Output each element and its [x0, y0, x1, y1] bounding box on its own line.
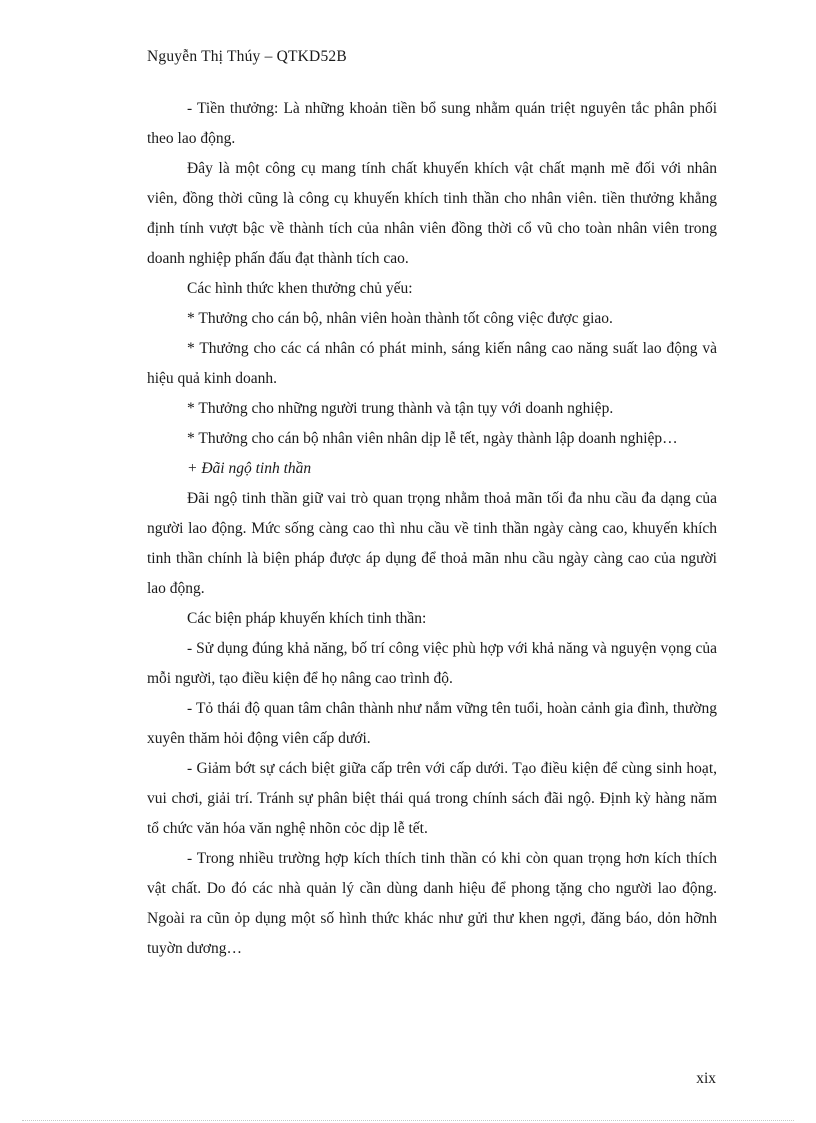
paragraph: * Thưởng cho những người trung thành và tận tụy với doanh nghiệp. — [187, 400, 614, 417]
paragraph: - Tỏ thái độ quan tâm chân thành như nắm vững tên tuổi, hoàn cảnh gia đình, thường xuyên thăm hỏi động viên cấp dưới. — [147, 700, 717, 747]
running-header: Nguyễn Thị Thúy – QTKD52B — [147, 48, 347, 65]
paragraph: Đãi ngộ tinh thần giữ vai trò quan trọng nhằm thoả mãn tối đa nhu cầu đa dạng của người lao động. Mức sống càng cao thì nhu cầu về tinh thần ngày càng cao, khuyến khích tinh thần chính là biện pháp được áp dụng để thoả mãn nhu cầu ngày càng cao của người lao động. — [147, 490, 717, 597]
paragraph: * Thưởng cho cán bộ nhân viên nhân dịp lễ tết, ngày thành lập doanh nghiệp… — [187, 430, 678, 447]
page-number: xix — [696, 1070, 716, 1087]
paragraph: * Thưởng cho các cá nhân có phát minh, sáng kiến nâng cao năng suất lao động và hiệu quả kinh doanh. — [147, 340, 717, 387]
paragraph: - Giảm bớt sự cách biệt giữa cấp trên với cấp dưới. Tạo điều kiện để cùng sinh hoạt, vui chơi, giải trí. Tránh sự phân biệt thái quá trong chính sách đãi ngộ. Định kỳ hàng năm tổ chức văn hóa văn nghệ nhõn cỏc dịp lễ tết. — [147, 760, 717, 837]
paragraph: Đây là một công cụ mang tính chất khuyến khích vật chất mạnh mẽ đối với nhân viên, đồng thời cũng là công cụ khuyến khích tinh thần cho nhân viên. tiền thưởng khẳng định tính vượt bậc về thành tích của nhân viên đồng thời cổ vũ cho toàn nhân viên trong doanh nghiệp phấn đấu đạt thành tích cao. — [147, 160, 717, 267]
paragraph: - Tiền thưởng: Là những khoản tiền bổ sung nhằm quán triệt nguyên tắc phân phối theo lao động. — [147, 100, 717, 147]
paragraph: - Trong nhiều trường hợp kích thích tinh thần có khi còn quan trọng hơn kích thích vật chất. Do đó các nhà quản lý cần dùng danh hiệu để phong tặng cho người lao động. Ngoài ra cũn ỏp dụng một số hình thức khác như gửi thư khen ngợi, đăng báo, dỏn hỡnh tuyờn dương… — [147, 850, 717, 957]
paragraph: Các hình thức khen thưởng chủ yếu: — [187, 280, 413, 297]
paragraph: * Thưởng cho cán bộ, nhân viên hoàn thành tốt công việc được giao. — [187, 310, 613, 327]
footer-divider — [22, 1120, 794, 1121]
paragraph: Các biện pháp khuyến khích tinh thần: — [187, 610, 427, 627]
body-text — [147, 94, 717, 964]
section-subheading: + Đãi ngộ tinh thần — [187, 460, 312, 477]
paragraph: - Sử dụng đúng khả năng, bố trí công việc phù hợp với khả năng và nguyện vọng của mỗi người, tạo điều kiện để họ nâng cao trình độ. — [147, 640, 717, 687]
